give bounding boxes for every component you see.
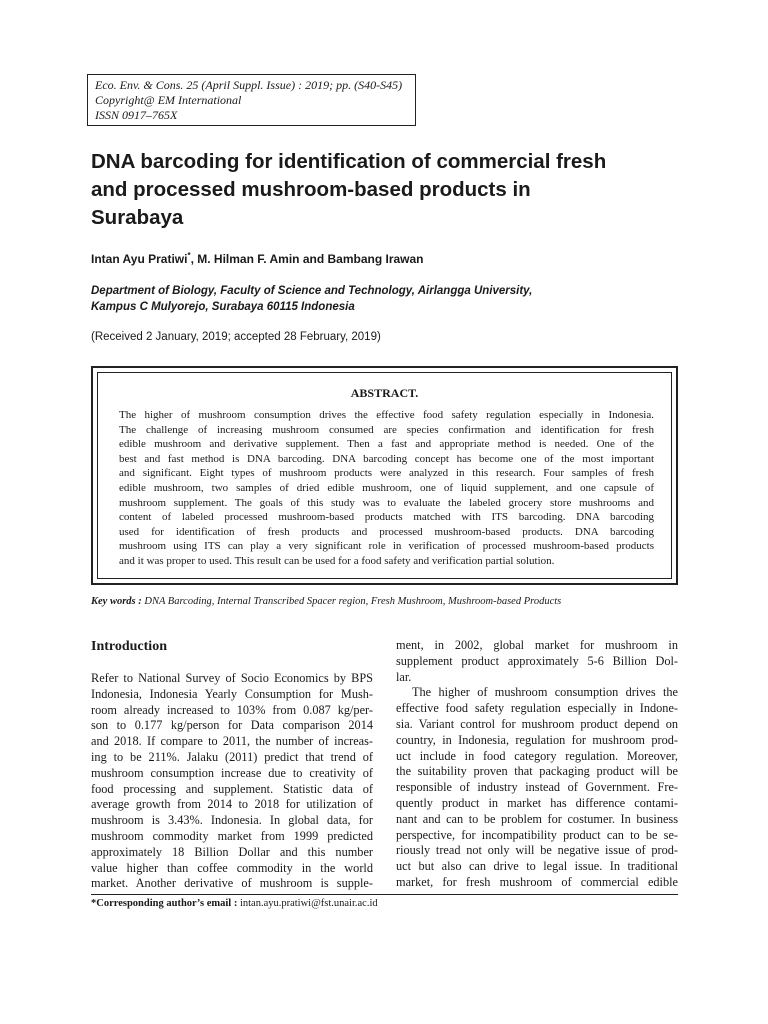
abstract-line: edible mushroom, two samples of dried edible mushroom, one of liquid supplement, and one capsule of — [119, 481, 654, 494]
introduction-heading: Introduction — [91, 639, 167, 654]
abstract-inner-frame — [97, 372, 672, 579]
journal-citation: Eco. Env. & Cons. 25 (April Suppl. Issue) : 2019; pp. (S40-S45) — [95, 78, 403, 92]
keywords — [91, 596, 561, 607]
abstract-line: and significant. Eight types of mushroom products were analyzed in this research. Four samples of fresh — [119, 467, 654, 480]
body-line: Indonesia, Indonesia Yearly Consumption for Mush- — [91, 686, 373, 701]
body-line: son to 0.177 kg/person for Data comparison 2014 — [91, 718, 373, 733]
keywords-label: Key words : — [91, 596, 142, 607]
body-line: market. Another derivative of mushroom is supple- — [91, 876, 373, 891]
body-line: mushroom is 3.43%. Indonesia. In global data, for — [91, 813, 373, 828]
body-line: mushroom consumption increase due to creativity of — [91, 765, 373, 780]
body-line: mushroom commodity market from 1999 predicted — [91, 828, 373, 843]
body-line: market, for fresh mushroom of commercial edible — [396, 874, 678, 889]
footnote-label: *Corresponding author’s email : — [91, 898, 238, 909]
received-dates: (Received 2 January, 2019; accepted 28 February, 2019) — [91, 331, 381, 343]
body-line: The higher of mushroom consumption drives the — [412, 685, 678, 700]
body-line: lar. — [396, 669, 412, 684]
body-line: approximately 18 Billion Dollar and this number — [91, 844, 373, 859]
body-line: sia. Variant control for mushroom product depend on — [396, 716, 678, 731]
corresponding-author-footnote — [91, 898, 378, 909]
abstract-line: best and fast method is DNA barcoding. DNA barcoding concept has become one of the most important — [119, 452, 654, 465]
abstract-box — [91, 366, 678, 585]
abstract-line: mushroom supplement. The goals of this study was to evaluate the labeled grocery store mushrooms and — [119, 496, 654, 509]
body-line: nant and can to be problem for costumer. In business — [396, 811, 678, 826]
abstract-line: content of labeled processed mushroom-based products matched with ITS barcoding. DNA barcoding — [119, 511, 654, 524]
body-line: quently product in market has difference contami- — [396, 795, 678, 810]
abstract-line: The challenge of increasing mushroom consumed are species confirmation and identification for fresh — [119, 423, 654, 436]
body-line: country, in Indonesia, regulation for mushroom prod- — [396, 732, 678, 747]
journal-copyright: Copyright@ EM International — [95, 93, 242, 107]
journal-issn: ISSN 0917–765X — [95, 108, 178, 122]
affiliation-line: Kampus C Mulyorejo, Surabaya 60115 Indonesia — [91, 301, 355, 313]
body-line: perspective, for incompatibility product can to be se- — [396, 827, 678, 842]
abstract-line: and it was proper to used. This result can be used for a food safety and verification partial solution. — [119, 554, 555, 567]
body-line: the suitability proven that packaging product will be — [396, 764, 678, 779]
affiliation — [91, 283, 532, 315]
body-line: effective food safety regulation especially in Indone- — [396, 701, 678, 716]
abstract-body — [119, 408, 654, 569]
body-line: ing to be 211%. Jalaku (2011) predict that trend of — [91, 749, 373, 764]
abstract-heading: ABSTRACT. — [350, 386, 419, 400]
author-rest: , M. Hilman F. Amin and Bambang Irawan — [190, 252, 424, 266]
body-line: average growth from 2014 to 2018 for utilization of — [91, 797, 373, 812]
body-line: room already increased to 103% from 0.087 kg/per- — [91, 702, 373, 717]
body-line: responsible of industry instead of Government. Fre- — [396, 780, 678, 795]
journal-info-box — [87, 74, 416, 126]
body-line: supplement product approximately 5-6 Billion Dol- — [396, 653, 678, 668]
body-line: ment, in 2002, global market for mushroom in — [396, 638, 678, 652]
footnote-divider — [91, 894, 678, 895]
author-list — [91, 251, 424, 266]
abstract-line: used for identification of fresh products and processed mushroom-based products. DNA barcoding — [119, 525, 654, 538]
body-line: riously tread not only will be negative issue of prod- — [396, 843, 678, 858]
paper-title-line: Surabaya — [91, 206, 184, 229]
paper-title-line: DNA barcoding for identification of commercial fresh — [91, 150, 607, 173]
affiliation-line: Department of Biology, Faculty of Science and Technology, Airlangga University, — [91, 285, 533, 297]
corresponding-mark: * — [187, 251, 191, 260]
body-line: Refer to National Survey of Socio Economics by BPS — [91, 671, 373, 685]
right-column — [396, 638, 678, 891]
body-line: and 2018. If compare to 2011, the number of increas- — [91, 734, 373, 749]
keywords-text: DNA Barcoding, Internal Transcribed Spacer region, Fresh Mushroom, Mushroom-based Products — [141, 596, 562, 607]
abstract-line: edible mushroom and derivative supplement. Then a fast and appropriate method is needed. One of the — [119, 438, 654, 451]
body-line: uct but also can drive to legal issue. In traditional — [396, 859, 678, 874]
author-email: intan.ayu.pratiwi@fst.unair.ac.id — [237, 898, 378, 909]
body-line: food processing and supplement. Statistic data of — [91, 781, 373, 796]
paper-title-line: and processed mushroom-based products in — [91, 178, 531, 201]
abstract-line: mushroom using ITS can play a very significant role in verification of processed mushroom-based products — [119, 540, 654, 553]
left-column — [91, 638, 373, 892]
body-line: value higher than coffee commodity in the world — [91, 860, 373, 875]
abstract-line: The higher of mushroom consumption drives the effective food safety regulation especially in Indonesia. — [119, 409, 654, 421]
body-line: uct include in food category regulation. Moreover, — [396, 748, 678, 763]
paper-title — [91, 148, 691, 232]
author-first: Intan Ayu Pratiwi — [91, 252, 188, 266]
